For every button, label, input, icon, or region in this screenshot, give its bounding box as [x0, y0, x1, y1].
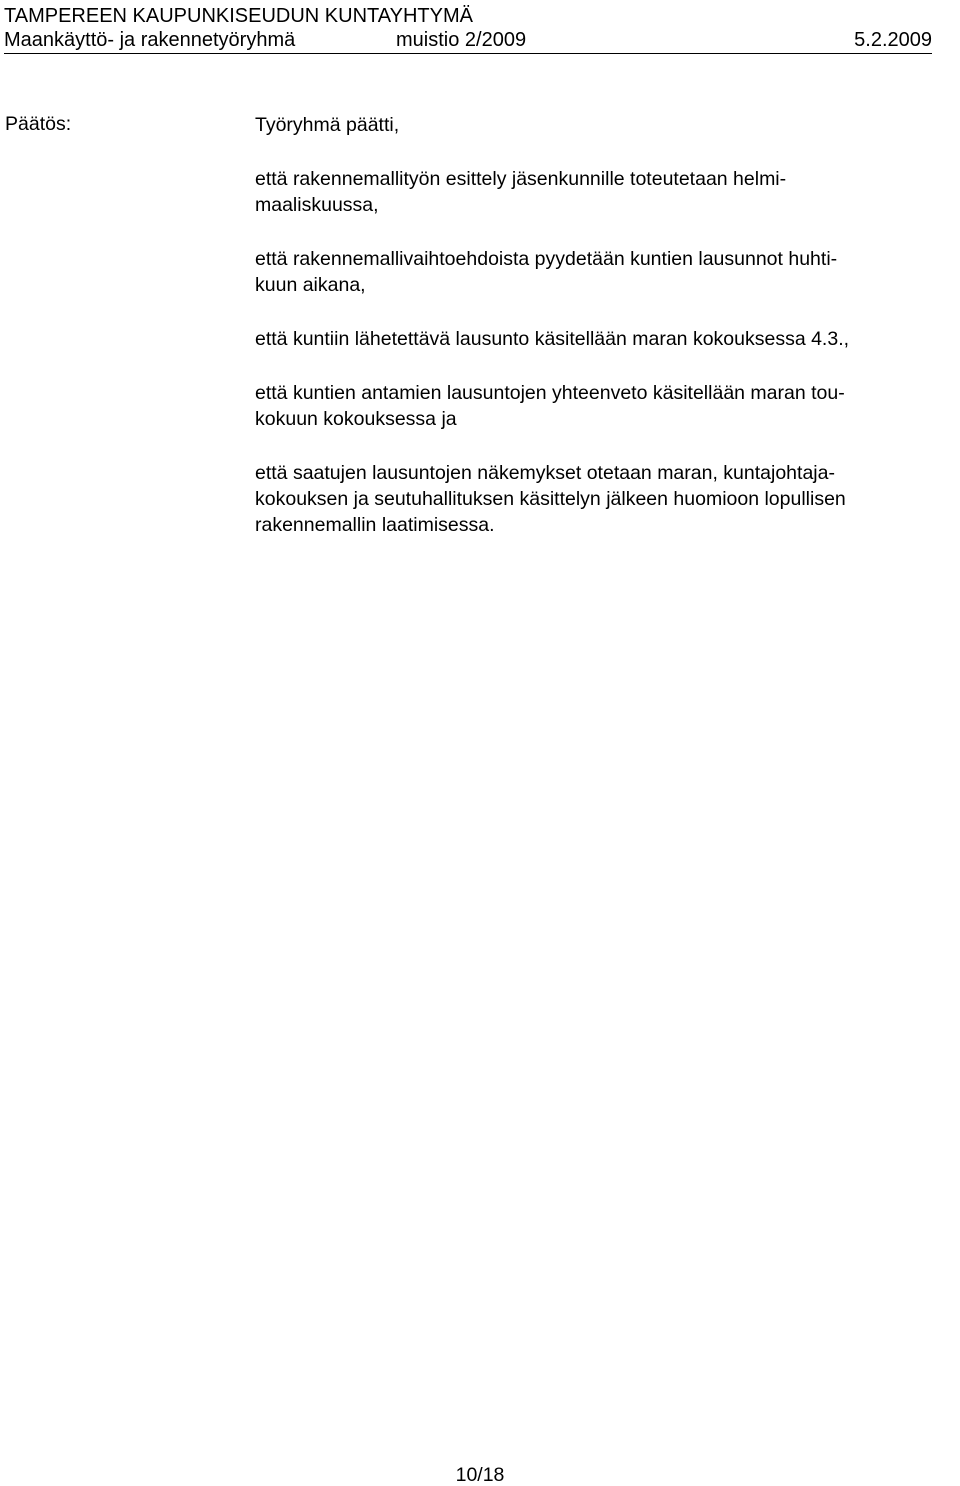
decision-item-line: maaliskuussa,: [255, 194, 379, 216]
decision-item: [255, 460, 955, 538]
decision-item-line: kuun aikana,: [255, 274, 366, 296]
decision-item-line: että rakennemallityön esittely jäsenkunnille toteutetaan helmi-: [255, 168, 787, 190]
decision-item: [255, 380, 955, 432]
decision-item-line: että kuntiin lähetettävä lausunto käsitellään maran kokouksessa 4.3.,: [255, 328, 850, 350]
decision-intro: Työryhmä päätti,: [255, 114, 400, 136]
decision-item: [255, 326, 955, 352]
decision-item-line: rakennemallin laatimisessa.: [255, 514, 495, 536]
header-meta-row: [4, 28, 932, 54]
working-group-name: Maankäyttö- ja rakennetyöryhmä: [4, 29, 296, 51]
decision-item-line: kokuun kokouksessa ja: [255, 408, 457, 430]
organization-name: TAMPEREEN KAUPUNKISEUDUN KUNTAYHTYMÄ: [4, 5, 473, 27]
decision-item-line: että kuntien antamien lausuntojen yhteenveto käsitellään maran tou-: [255, 382, 845, 404]
memo-number: muistio 2/2009: [396, 29, 527, 51]
decision-item: [255, 246, 955, 298]
decision-label: Päätös:: [5, 113, 72, 135]
decision-item-line: kokouksen ja seutuhallituksen käsittelyn jälkeen huomioon lopullisen: [255, 488, 846, 510]
decision-content: [255, 112, 955, 566]
decision-item: [255, 166, 955, 218]
page-number: 10/18: [455, 1464, 505, 1486]
page-header: [4, 4, 932, 54]
memo-date: 5.2.2009: [854, 29, 932, 51]
decision-item-line: että rakennemallivaihtoehdoista pyydetään kuntien lausunnot huhti-: [255, 248, 838, 270]
decision-item-line: että saatujen lausuntojen näkemykset otetaan maran, kuntajohtaja-: [255, 462, 835, 484]
